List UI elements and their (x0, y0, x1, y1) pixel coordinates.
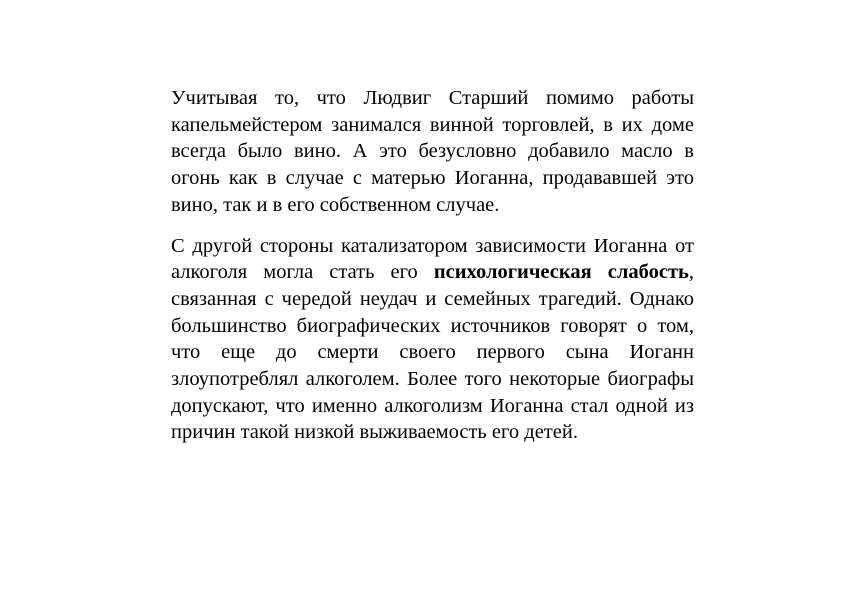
paragraph-2-text-before: С другой стороны катализатором зависимости Иоганна от алкоголя могла стать его (171, 234, 694, 284)
document-body (171, 85, 694, 446)
paragraph-2 (171, 233, 694, 447)
paragraph-2-text-after: , связанная с чередой неудач и семейных трагедий. Однако большинство биографических источников говорят о том, что еще до смерти своего первого сына Иоганн злоупотреблял алкоголем. Более того некоторые биографы допускают, что именно алкоголизм Иоганна стал одной из причин такой низкой выживаемость его детей. (171, 261, 694, 444)
paragraph-2-emphasis: психологическая слабость (433, 261, 689, 284)
paragraph-1 (171, 85, 694, 219)
paragraph-1-text: Учитывая то, что Людвиг Старший помимо работы капельмейстером занимался винной торговлей, в их доме всегда было вино. А это безусловно добавило масло в огонь как в случае с матерью Иоганна, продававшей это вино, так и в его собственном случае. (171, 87, 694, 216)
